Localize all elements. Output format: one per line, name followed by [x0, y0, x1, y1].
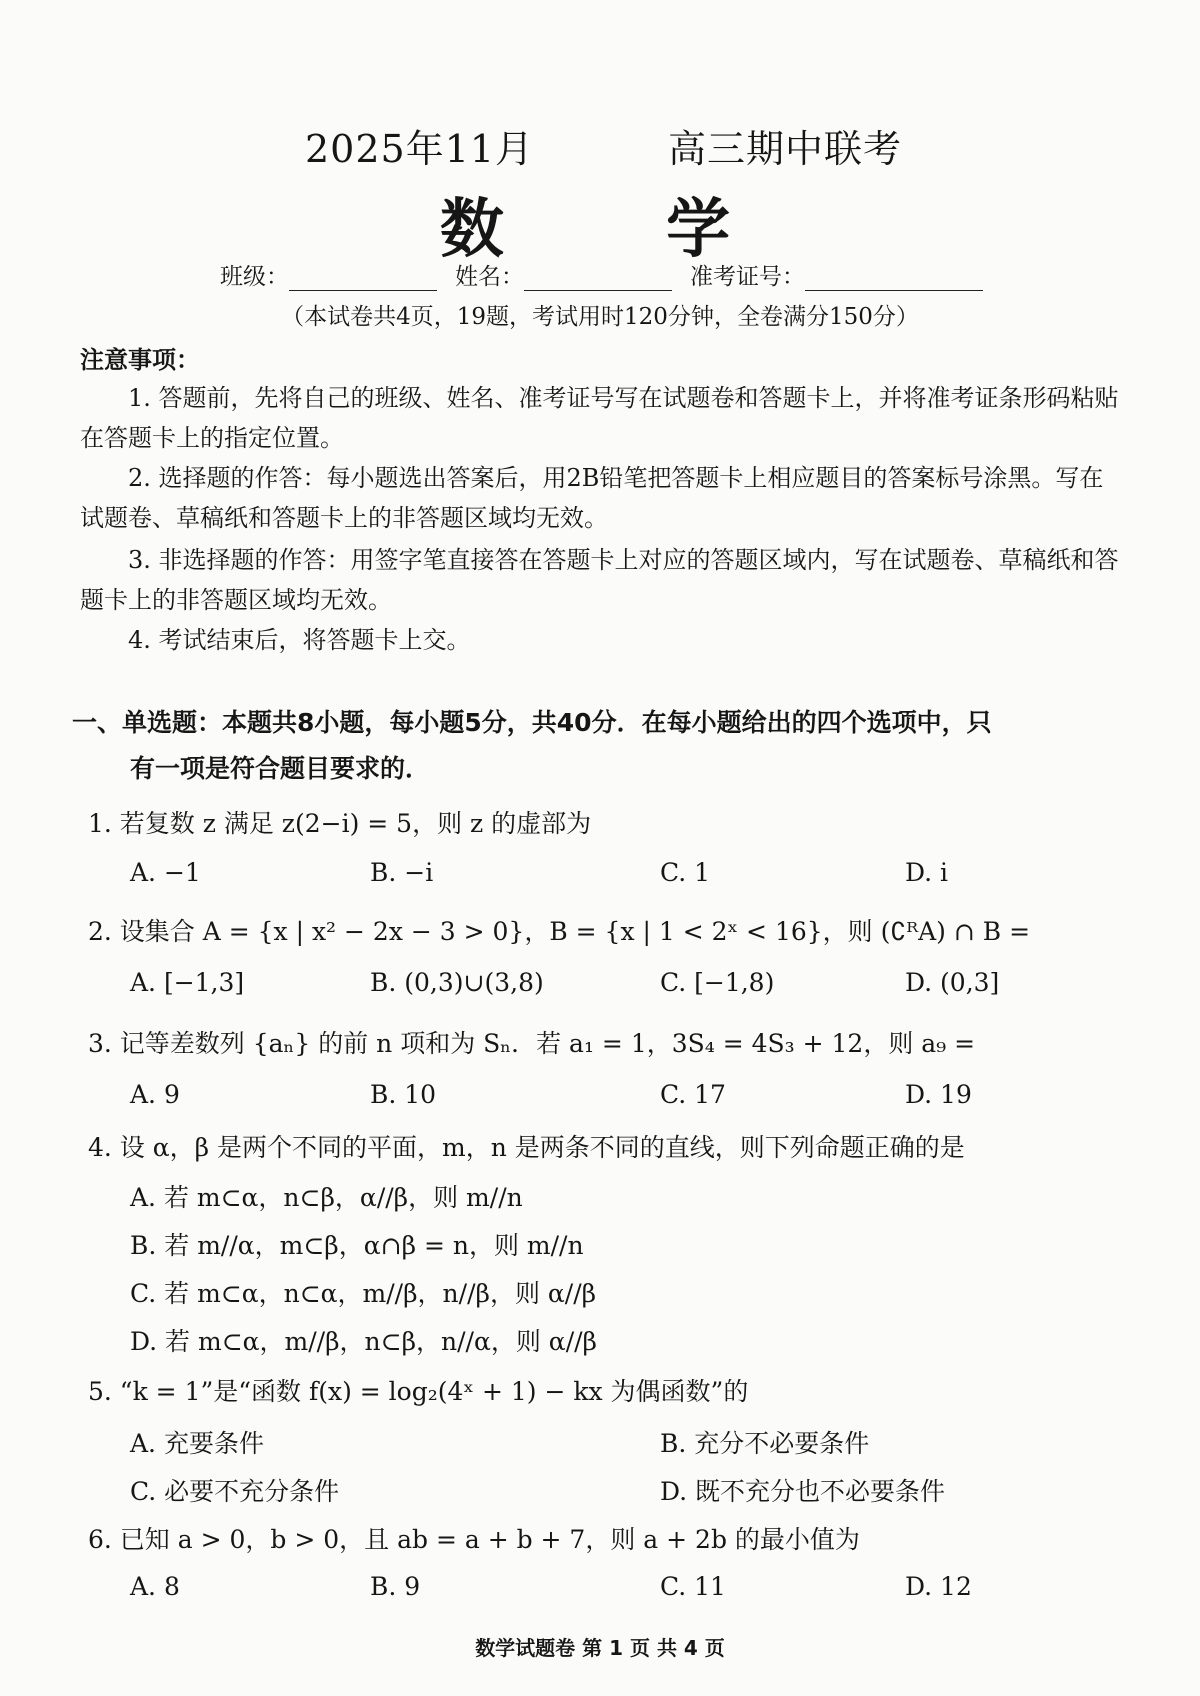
- class-blank[interactable]: [289, 268, 437, 291]
- name-label: 姓名：: [455, 264, 524, 290]
- exam-name: 高三期中联考: [668, 127, 903, 171]
- question-5-stem: 5. “k = 1”是“函数 f(x) = log₂(4ˣ + 1) − kx 为偶函数”的: [88, 1377, 749, 1406]
- notice-item-4: 4. 考试结束后，将答题卡上交。: [128, 626, 471, 654]
- exam-date: 2025年11月: [305, 127, 535, 171]
- question-4-stem: 4. 设 α，β 是两个不同的平面，m，n 是两条不同的直线，则下列命题正确的是: [88, 1133, 965, 1162]
- question-6-option-b: B. 9: [370, 1572, 421, 1601]
- question-4-option-a: A. 若 m⊂α，n⊂β，α//β，则 m//n: [130, 1183, 523, 1212]
- question-2-option-a: A. [−1,3]: [130, 968, 245, 997]
- question-2-stem: 2. 设集合 A = {x | x² − 2x − 3 > 0}，B = {x | 1 < 2ˣ < 16}，则 (∁ᴿA) ∩ B =: [88, 917, 1031, 946]
- question-5-option-c: C. 必要不充分条件: [130, 1477, 340, 1506]
- question-4-option-c: C. 若 m⊂α，n⊂α，m//β，n//β，则 α//β: [130, 1279, 597, 1308]
- question-6-stem: 6. 已知 a > 0，b > 0，且 ab = a + b + 7，则 a + 2b 的最小值为: [88, 1525, 860, 1554]
- notice-item-3: 3. 非选择题的作答：用签字笔直接答在答题卡上对应的答题区域内，写在试题卷、草稿纸和答题卡上的非答题区域均无效。: [80, 546, 1119, 614]
- notice-item-2: 2. 选择题的作答：每小题选出答案后，用2B铅笔把答题卡上相应题目的答案标号涂黑。写在试题卷、草稿纸和答题卡上的非答题区域均无效。: [80, 464, 1104, 532]
- question-1-stem: 1. 若复数 z 满足 z(2−i) = 5，则 z 的虚部为: [88, 809, 592, 838]
- question-3-stem: 3. 记等差数列 {aₙ} 的前 n 项和为 Sₙ．若 a₁ = 1，3S₄ = 4S₃ + 12，则 a₉ =: [88, 1029, 976, 1058]
- question-6-option-a: A. 8: [130, 1572, 180, 1601]
- question-6-option-d: D. 12: [905, 1572, 972, 1601]
- subject-title: 数 学: [439, 192, 801, 267]
- question-1-option-b: B. −i: [370, 858, 434, 887]
- notice-heading: 注意事项：: [80, 346, 200, 374]
- name-blank[interactable]: [524, 268, 672, 291]
- question-3-option-d: D. 19: [905, 1080, 972, 1109]
- question-3-option-a: A. 9: [130, 1080, 180, 1109]
- question-1-option-c: C. 1: [660, 858, 711, 887]
- question-1-option-d: D. i: [905, 858, 949, 887]
- notice-item-1: 1. 答题前，先将自己的班级、姓名、准考证号写在试题卷和答题卡上，并将准考证条形码粘贴在答题卡上的指定位置。: [80, 384, 1119, 452]
- section-heading-line1: 一、单选题：本题共8小题，每小题5分，共40分．在每小题给出的四个选项中，只: [72, 708, 992, 737]
- exam-number-label: 准考证号：: [690, 264, 805, 290]
- question-5-option-a: A. 充要条件: [130, 1429, 264, 1458]
- exam-number-blank[interactable]: [805, 268, 983, 291]
- section-heading: [72, 700, 1122, 792]
- question-1-option-a: A. −1: [130, 858, 201, 887]
- section-heading-line2: 有一项是符合题目要求的．: [130, 754, 431, 783]
- exam-note: （本试卷共4页，19题，考试用时120分钟，全卷满分150分）: [281, 304, 919, 330]
- question-5-option-b: B. 充分不必要条件: [660, 1429, 870, 1458]
- question-3-option-b: B. 10: [370, 1080, 437, 1109]
- question-2-option-d: D. (0,3]: [905, 968, 1000, 997]
- question-4-option-b: B. 若 m//α，m⊂β，α∩β = n，则 m//n: [130, 1231, 584, 1260]
- question-6-option-c: C. 11: [660, 1572, 726, 1601]
- page-footer: 数学试题卷 第 1 页 共 4 页: [475, 1636, 725, 1660]
- student-info-row: [220, 258, 1001, 291]
- class-label: 班级：: [220, 264, 289, 290]
- question-2-option-c: C. [−1,8): [660, 968, 775, 997]
- question-2-option-b: B. (0,3)∪(3,8): [370, 968, 544, 997]
- question-5-option-d: D. 既不充分也不必要条件: [660, 1477, 946, 1506]
- question-4-option-d: D. 若 m⊂α，m//β，n⊂β，n//α，则 α//β: [130, 1327, 597, 1356]
- question-3-option-c: C. 17: [660, 1080, 726, 1109]
